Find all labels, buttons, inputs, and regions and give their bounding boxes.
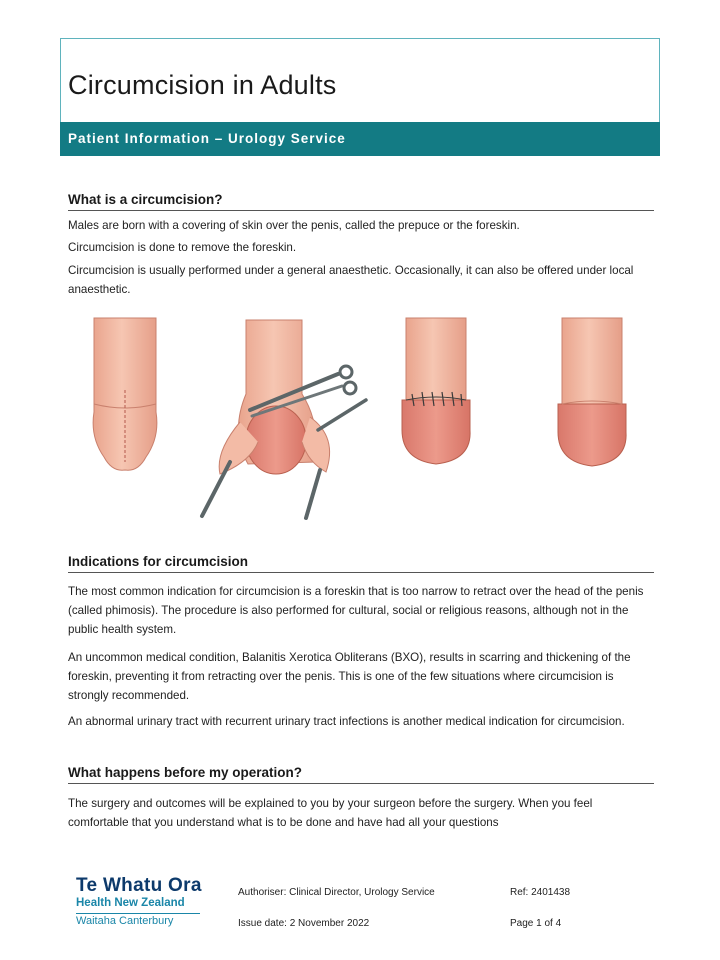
te-whatu-ora-logo xyxy=(76,876,202,929)
section-heading-before-operation: What happens before my operation? xyxy=(68,765,654,784)
banner-text: Patient Information – Urology Service xyxy=(68,131,346,146)
footer-ref: Ref: 2401438 xyxy=(510,887,571,898)
document-title: Circumcision in Adults xyxy=(68,70,337,100)
paragraph: An uncommon medical condition, Balanitis Xerotica Obliterans (BXO), results in scarring and thickening of the foreskin, preventing it from retracting over the penis. This is one of the few situations where circumcision is strongly recommended. xyxy=(68,651,631,702)
header-banner xyxy=(60,122,660,156)
section-heading-what-is: What is a circumcision? xyxy=(68,192,654,211)
paragraph: The surgery and outcomes will be explained to you by your surgeon before the surgery. When you feel comfortable that you understand what is to be done and have had all your questions xyxy=(68,797,593,829)
footer-issue-date: Issue date: 2 November 2022 xyxy=(238,918,370,929)
paragraph: An abnormal urinary tract with recurrent urinary tract infections is another medical indication for circumcision. xyxy=(68,715,625,728)
logo-region-text: Waitaha Canterbury xyxy=(76,915,174,927)
paragraph: Circumcision is done to remove the foreskin. xyxy=(68,241,297,254)
stage-incision xyxy=(202,320,366,518)
footer-page-number: Page 1 of 4 xyxy=(510,918,562,929)
logo-sub-text: Health New Zealand xyxy=(76,896,200,914)
circumcision-illustration xyxy=(80,312,650,524)
paragraph: Males are born with a covering of skin over the penis, called the prepuce or the foreskin. xyxy=(68,219,520,232)
paragraph: Circumcision is usually performed under a general anaesthetic. Occasionally, it can also be offered under local anaesthetic. xyxy=(68,264,634,296)
paragraph: The most common indication for circumcision is a foreskin that is too narrow to retract over the head of the penis (called phimosis). The procedure is also performed for cultural, social or religious reasons, although not in the public health system. xyxy=(68,585,644,636)
section-heading-indications: Indications for circumcision xyxy=(68,554,654,573)
logo-main-text: Te Whatu Ora xyxy=(76,875,202,896)
stage-healed xyxy=(558,318,626,466)
stage-sutured xyxy=(402,318,470,464)
stage-uncircumcised xyxy=(93,318,157,470)
footer-authoriser: Authoriser: Clinical Director, Urology Service xyxy=(238,887,435,898)
